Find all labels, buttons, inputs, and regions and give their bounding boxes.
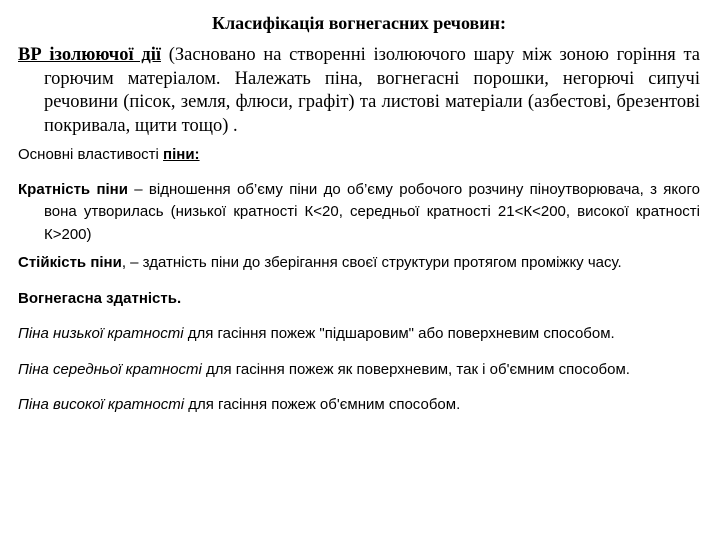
high-expansion-term: Піна високої кратності [18,396,185,413]
foam-properties-heading [18,144,700,167]
foam-expansion-term: Кратність піни [18,180,128,198]
medium-expansion-term: Піна середньої кратності [18,360,202,378]
medium-expansion-paragraph [18,359,700,382]
slide-title: Класифікація вогнегасних речовин: [212,13,506,33]
low-expansion-paragraph [18,323,700,346]
foam-stability-paragraph [18,252,700,275]
low-expansion-term: Піна низької кратності [18,325,184,342]
foam-expansion-description: – відношення об’єму піни до об’єму робочого розчину піноутворювача, з якого вона утворилась (низької кратності К<20, середньої кратності 21<К<200, високої кратності К>200) [44,180,700,243]
extinguishing-ability-heading: Вогнегасна здатність. [18,289,182,307]
high-expansion-paragraph [18,394,700,417]
foam-expansion-paragraph [18,179,700,247]
foam-stability-description: , – здатність піни до зберігання своєї структури протягом проміжку часу. [121,254,622,271]
foam-stability-term: Стійкість піни [18,254,122,271]
insulating-agents-paragraph [18,44,700,138]
insulating-agents-description: (Засновано на створенні ізолюючого шару між зоною горіння та горючим матеріалом. Належать піна, вогнегасні порошки, негорючі сипучі речовини (пісок, земля, флюси, графіт) та листові матеріали (азбестові, брезентові покривала, щити тощо) . [44,45,700,136]
insulating-agents-term: ВР ізолюючої дії [18,45,161,65]
foam-properties-prefix: Основні властивості [18,146,164,163]
low-expansion-description: для гасіння пожеж "підшаровим" або поверхневим способом. [183,325,615,342]
medium-expansion-description: для гасіння пожеж як поверхневим, так і об'ємним способом. [201,360,630,378]
foam-properties-term: піни: [163,146,200,163]
high-expansion-description: для гасіння пожеж об'ємним способом. [184,396,461,413]
